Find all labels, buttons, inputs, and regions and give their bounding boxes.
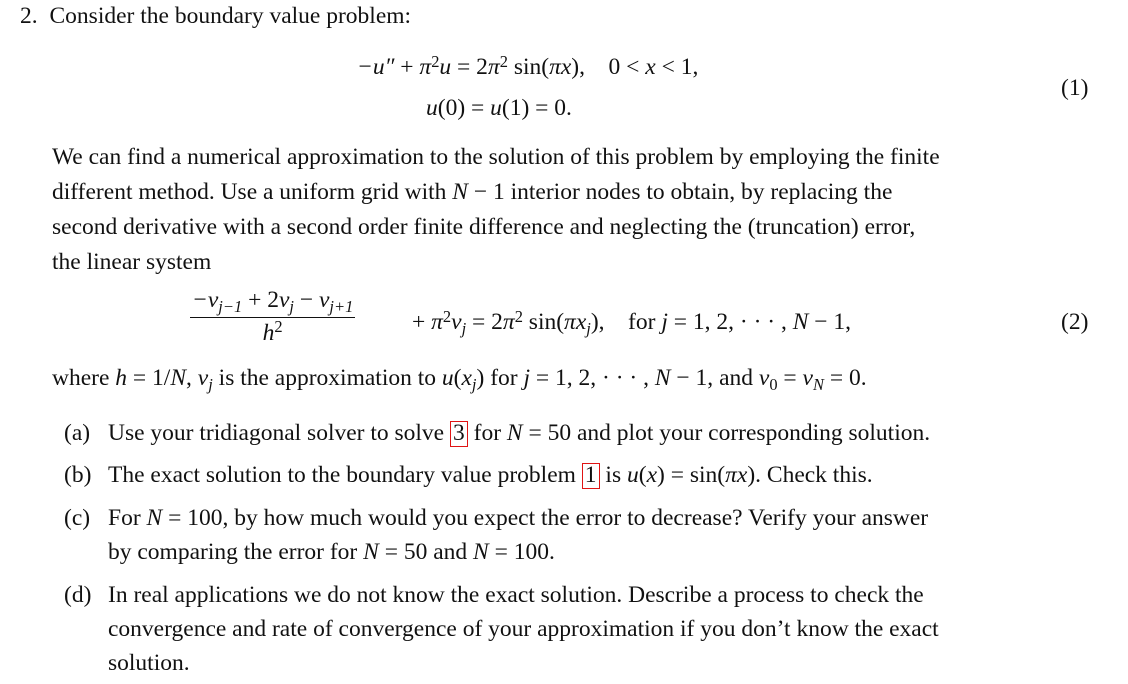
equation-2-tag: (2) xyxy=(1061,309,1089,335)
where-line: where h = 1/N, $v_j$ is the approximation to $u(x_j)$ for j = 1, 2, · · · , N − 1, and $v_0 = v_N = 0$. xyxy=(52,365,867,394)
problem-number: 2. xyxy=(20,3,38,29)
part-c-label: (c) xyxy=(64,505,91,531)
part-a-label: (a) xyxy=(64,420,91,446)
equation-1-line-2: u(0) = u(1) = 0. xyxy=(426,95,572,121)
paragraph-line-2: different method. Use a uniform grid with N − 1 interior nodes to obtain, by replacing the xyxy=(52,179,893,205)
paragraph-line-1: We can find a numerical approximation to the solution of this problem by employing the finite xyxy=(52,144,940,170)
equation-2-fraction: $-v_{j-1} + 2v_j - v_{j+1}$ $h^2$ xyxy=(192,287,354,346)
equation-reference-link[interactable]: 3 xyxy=(450,420,468,446)
equation-2-rhs: + $\pi^2v_j = 2\pi^2$ $\sin(\pi x_j)$, for j = 1, 2, · · · , N − 1, xyxy=(412,306,852,338)
equation-reference-link[interactable]: 1 xyxy=(582,462,600,488)
part-d-label: (d) xyxy=(64,582,92,608)
part-b-label: (b) xyxy=(64,462,92,488)
equation-1-tag: (1) xyxy=(1061,75,1089,101)
paragraph-line-3: second derivative with a second order finite difference and neglecting the (truncation) error, xyxy=(52,214,916,240)
problem-header xyxy=(20,5,411,29)
equation-1-line-1: $-u'' + \pi^2u = 2\pi^2$ sin(πx), 0 < x < 1, xyxy=(357,51,699,80)
paragraph-finite-difference xyxy=(52,140,1096,280)
problem-intro: Consider the boundary value problem: xyxy=(49,3,412,29)
paragraph-line-4: the linear system xyxy=(52,249,212,275)
